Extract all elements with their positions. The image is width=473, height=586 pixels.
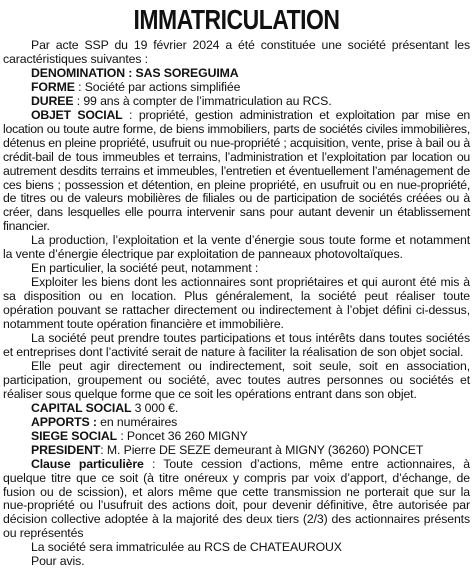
president-value: : M. Pierre DE SEZE demeurant à MIGNY (36260) PONCET <box>100 442 424 457</box>
intro-paragraph: Par acte SSP du 19 février 2024 a été constituée une société présentant les caractéristiques suivantes : <box>3 38 470 66</box>
forme-line <box>3 81 470 95</box>
forme-label: FORME <box>31 79 75 94</box>
particulier-paragraph: En particulier, la société peut, notamment : <box>31 261 259 276</box>
apports-value: en numéraires <box>96 414 178 429</box>
production-paragraph: La production, l’exploitation et la vente d’énergie sous toute forme et notamment la vente d’énergie électrique par exploitation de panneaux photovoltaïques. <box>3 233 470 262</box>
duree-value: : 99 ans à compter de l’immatriculation au RCS. <box>73 93 332 108</box>
objet-social-value: : propriété, gestion administration et exploitation par mise en location ou toute autre forme, de biens immobiliers, parts de sociétés civiles immobilières, détenus en pleine propriété, usufruit ou nue-propriété ; acquisition, vente, prise à bail ou à crédit-bail de tous immeubles et terrains, l’administration et l’exploitation par location ou autrement desdits terrains et immeubles, l’entretien et éventuellement l’aménagement de ces biens ; possession et détention, en pleine propriété, en usufruit ou en nue-propriété, de titres ou de valeurs mobilières de filiales ou de participation de sociétés créées ou à créer, dans lesquelles elle pourra intervenir sans pour autant devenir un établissement financier. <box>3 107 471 234</box>
president-label: PRESIDENT <box>31 442 101 457</box>
exploiter-paragraph: Exploiter les biens dont les actionnaires sont propriétaires et qui auront été mis à sa disposition ou en location. Plus généralement, la société peut réaliser toute opération pouvant se rattacher directement ou indirectement à l’objet défini ci-dessus, notamment toute opération financière et immobilière. <box>3 275 470 332</box>
rcs-paragraph: La société sera immatriculée au RCS de CHATEAUROUX <box>31 540 342 555</box>
apports-label: APPORTS : <box>31 414 97 429</box>
notice-title: IMMATRICULATION <box>133 4 340 35</box>
clause-paragraph <box>3 458 470 542</box>
objet-social-paragraph <box>3 109 470 235</box>
apports-line <box>3 416 470 430</box>
capital-line <box>3 402 470 416</box>
agir-paragraph: Elle peut agir directement ou indirectement, soit seule, soit en association, participation, groupement ou société, avec toutes autres personnes ou sociétés et réaliser sous quelque forme que ce soit les opérations entrant dans son objet. <box>3 358 470 401</box>
duree-label: DUREE <box>31 93 74 108</box>
closing-line: Pour avis. <box>31 554 85 569</box>
clause-value: : Toute cession d’actions, même entre actionnaires, à quelque titre que ce soit (à titre onéreux y compris par voix d’apport, d’échange, de fusion ou de scission), et alors même que cette transmission ne porterait que sur la nue-propriété ou l’usufruit des actions doit, pour devenir définitive, être autorisée par décision collective adoptée à la majorité des deux tiers (2/3) des actionnaires présents ou représentés <box>3 456 470 541</box>
denomination-line <box>3 67 470 81</box>
forme-value: : Société par actions simplifiée <box>74 79 241 94</box>
capital-label: CAPITAL SOCIAL <box>31 400 132 415</box>
participations-paragraph: La société peut prendre toutes participations et tous intérêts dans toutes sociétés et entreprises dont l’activité serait de nature à faciliter la réalisation de son objet social. <box>3 331 470 359</box>
capital-value: 3 000 €. <box>131 400 179 415</box>
siege-label: SIEGE SOCIAL <box>31 428 118 443</box>
duree-line <box>3 95 470 109</box>
objet-social-label: OBJET SOCIAL <box>31 107 123 122</box>
siege-value: : Poncet 36 260 MIGNY <box>117 428 248 443</box>
denomination-label: DENOMINATION : SAS SOREGUIMA <box>31 65 239 80</box>
president-line <box>3 444 470 458</box>
clause-label: Clause particulière <box>31 456 144 471</box>
siege-line <box>3 430 470 444</box>
